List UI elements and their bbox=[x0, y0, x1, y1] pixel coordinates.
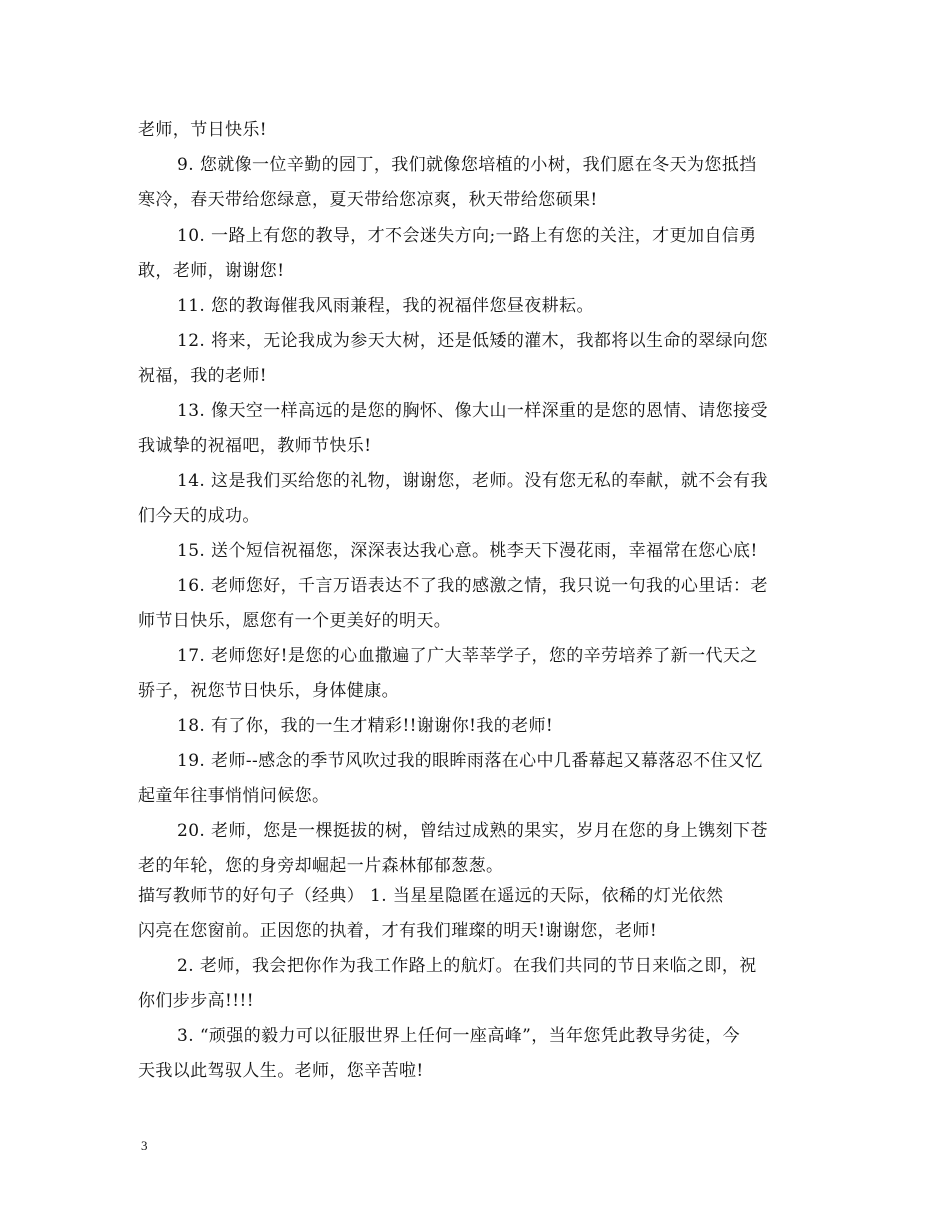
text-line: 2. 老师，我会把你作为我工作路上的航灯。在我们共同的节日来临之即，祝 bbox=[177, 956, 757, 976]
text-line: 3. “顽强的毅力可以征服世界上任何一座高峰”，当年您凭此教导劣徒，今 bbox=[177, 1026, 741, 1046]
text-line: 12. 将来，无论我成为参天大树，还是低矮的灌木，我都将以生命的翠绿向您 bbox=[177, 331, 768, 351]
text-line: 10. 一路上有您的教导，才不会迷失方向;一路上有您的关注，才更加自信勇 bbox=[177, 226, 757, 246]
page-number: 3 bbox=[141, 1138, 148, 1153]
text-line: 18. 有了你，我的一生才精彩!!谢谢你!我的老师! bbox=[177, 716, 554, 736]
text-line: 天我以此驾驭人生。老师，您辛苦啦! bbox=[138, 1061, 424, 1081]
text-line: 闪亮在您窗前。正因您的执着，才有我们璀璨的明天!谢谢您，老师! bbox=[138, 921, 658, 941]
text-line: 老的年轮，您的身旁却崛起一片森林郁郁葱葱。 bbox=[138, 856, 504, 876]
text-line: 19. 老师--感念的季节风吹过我的眼眸雨落在心中几番幕起又幕落忍不住又忆 bbox=[177, 751, 763, 771]
text-line: 13. 像天空一样高远的是您的胸怀、像大山一样深重的是您的恩情、请您接受 bbox=[177, 401, 768, 421]
text-line: 9. 您就像一位辛勤的园丁，我们就像您培植的小树，我们愿在冬天为您抵挡 bbox=[177, 155, 757, 175]
text-line: 11. 您的教诲催我风雨兼程，我的祝福伴您昼夜耕耘。 bbox=[177, 296, 594, 316]
text-line: 们今天的成功。 bbox=[138, 506, 260, 526]
text-line: 14. 这是我们买给您的礼物，谢谢您，老师。没有您无私的奉献，就不会有我 bbox=[177, 471, 768, 491]
text-line: 敢，老师，谢谢您! bbox=[138, 261, 285, 281]
text-line: 骄子，祝您节日快乐，身体健康。 bbox=[138, 681, 399, 701]
text-line: 老师，节日快乐! bbox=[138, 120, 268, 140]
text-line: 起童年往事悄悄问候您。 bbox=[138, 786, 330, 806]
text-line: 祝福，我的老师! bbox=[138, 366, 268, 386]
text-line: 我诚挚的祝福吧，教师节快乐! bbox=[138, 436, 372, 456]
text-line: 17. 老师您好!是您的心血撒遍了广大莘莘学子，您的辛劳培养了新一代天之 bbox=[177, 646, 758, 666]
text-line: 20. 老师，您是一棵挺拔的树，曾结过成熟的果实，岁月在您的身上镌刻下苍 bbox=[177, 821, 768, 841]
text-line: 15. 送个短信祝福您，深深表达我心意。桃李天下漫花雨，幸福常在您心底! bbox=[177, 541, 758, 561]
text-line: 师节日快乐，愿您有一个更美好的明天。 bbox=[138, 611, 452, 631]
text-line: 寒冷，春天带给您绿意，夏天带给您凉爽，秋天带给您硕果! bbox=[138, 190, 598, 210]
section-heading-line: 描写教师节的好句子（经典） 1. 当星星隐匿在遥远的天际，依稀的灯光依然 bbox=[138, 886, 724, 906]
text-line: 你们步步高!!!! bbox=[138, 991, 254, 1011]
text-line: 16. 老师您好，千言万语表达不了我的感激之情，我只说一句我的心里话：老 bbox=[177, 576, 768, 596]
